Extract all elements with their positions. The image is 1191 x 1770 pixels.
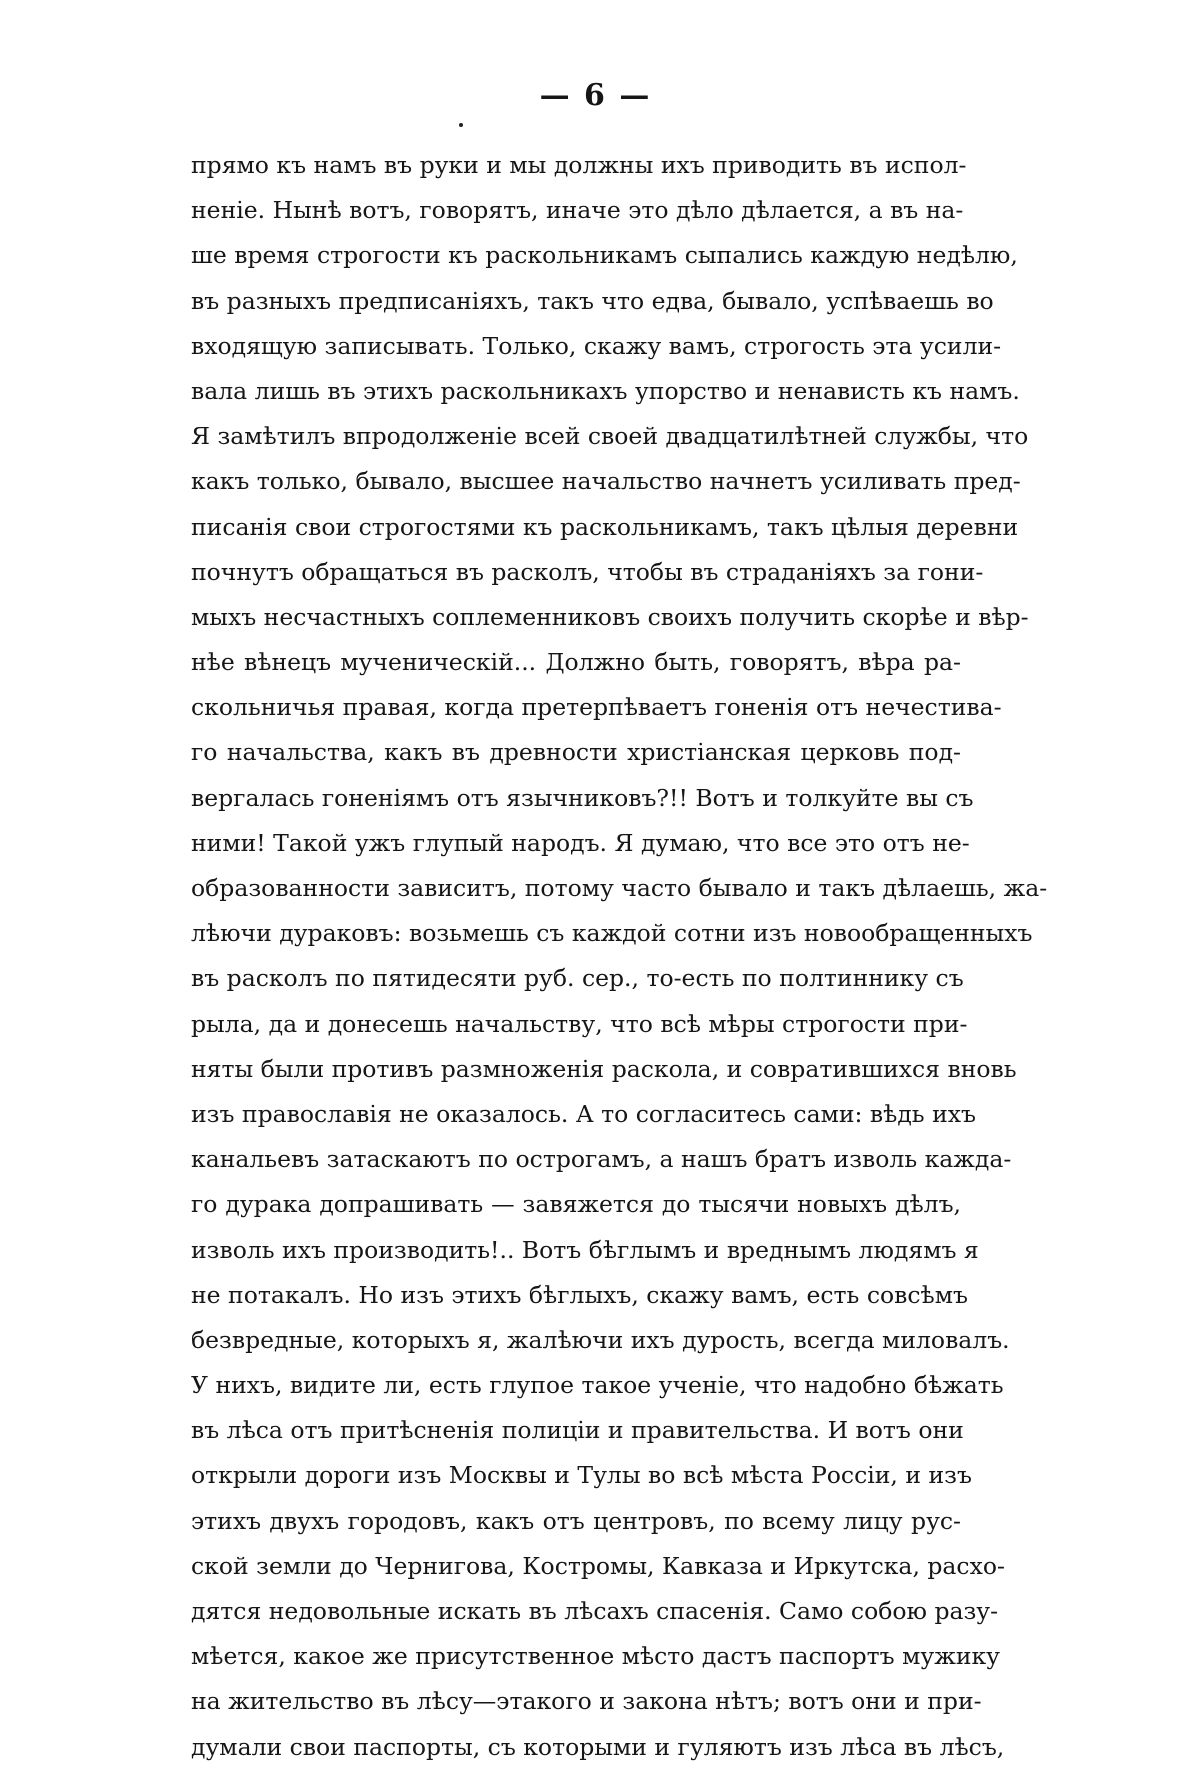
text-line: не потакалъ. Но изъ этихъ бѣглыхъ, скажу вамъ, есть совсѣмъ [191, 1280, 968, 1309]
text-line: го начальства, какъ въ древности христіанская церковь под- [191, 738, 961, 767]
text-line: скольничья правая, когда претерпѣваетъ гоненія отъ нечестива- [191, 693, 1002, 722]
text-line: ними! Такой ужъ глупый народъ. Я думаю, что все это отъ не- [191, 828, 970, 857]
text-line: ше время строгости къ раскольникамъ сыпались каждую недѣлю, [191, 241, 1018, 270]
text-line: писанія свои строгостями къ раскольникамъ, такъ цѣлыя деревни [191, 512, 1019, 541]
text-line: лѣючи дураковъ: возьмешь съ каждой сотни изъ новообращенныхъ [191, 919, 1033, 948]
text-line: мѣется, какое же присутственное мѣсто дастъ паспортъ мужику [191, 1642, 1001, 1671]
text-line: го дурака допрашивать — завяжется до тысячи новыхъ дѣлъ, [191, 1190, 961, 1219]
text-line: думали свои паспорты, съ которыми и гуляютъ изъ лѣса въ лѣсъ, [191, 1732, 1005, 1761]
text-line: открыли дороги изъ Москвы и Тулы во всѣ мѣста Россіи, и изъ [191, 1461, 972, 1490]
text-line: въ разныхъ предписаніяхъ, такъ что едва, бывало, успѣваешь во [191, 286, 994, 315]
body-text [191, 143, 1048, 1770]
text-line: образованности зависитъ, потому часто бывало и такъ дѣлаешь, жа- [191, 874, 1048, 902]
text-line: изволь ихъ производить!.. Вотъ бѣглымъ и вреднымъ людямъ я [191, 1235, 979, 1264]
text-line: рыла, да и донесешь начальству, что всѣ мѣры строгости при- [191, 1009, 968, 1038]
text-line: въ лѣса отъ притѣсненія полиціи и правительства. И вотъ они [191, 1416, 964, 1445]
text-line: неніе. Нынѣ вотъ, говорятъ, иначе это дѣло дѣлается, а въ на- [191, 196, 964, 225]
text-line: изъ православія не оказалось. А то согласитесь сами: вѣдь ихъ [191, 1099, 976, 1128]
text-line: мыхъ несчастныхъ соплеменниковъ своихъ получить скорѣе и вѣр- [191, 602, 1029, 631]
text-line: вергалась гоненіямъ отъ язычниковъ?!! Вотъ и толкуйте вы съ [191, 783, 974, 812]
print-speck [459, 123, 463, 127]
text-line: Я замѣтилъ впродолженіе всей своей двадцатилѣтней службы, что [191, 422, 1029, 451]
text-line: входящую записывать. Только, скажу вамъ, строгость эта усили- [191, 331, 1002, 360]
text-line: прямо къ намъ въ руки и мы должны ихъ приводить въ испол- [191, 151, 967, 179]
text-line: какъ только, бывало, высшее начальство начнетъ усиливать пред- [191, 467, 1021, 496]
text-line: нѣе вѣнецъ мученическій... Должно быть, говорятъ, вѣра ра- [191, 648, 961, 677]
page-number: — 6 — [539, 78, 652, 113]
text-line: безвредные, которыхъ я, жалѣючи ихъ дурость, всегда миловалъ. [191, 1325, 1010, 1354]
text-line: на жительство въ лѣсу—этакого и закона нѣтъ; вотъ они и при- [191, 1687, 982, 1716]
text-line: въ расколъ по пятидесяти руб. сер., то-есть по полтиннику съ [191, 964, 964, 993]
text-line: канальевъ затаскаютъ по острогамъ, а нашъ братъ изволь кажда- [191, 1145, 1012, 1174]
text-line: дятся недовольные искать въ лѣсахъ спасенія. Само собою разу- [191, 1597, 999, 1625]
text-line: почнутъ обращаться въ расколъ, чтобы въ страданіяхъ за гони- [191, 557, 984, 586]
text-line: этихъ двухъ городовъ, какъ отъ центровъ, по всему лицу рус- [191, 1506, 961, 1535]
text-line: ской земли до Чернигова, Костромы, Кавказа и Иркутска, расхо- [191, 1551, 1005, 1580]
text-line: вала лишь въ этихъ раскольникахъ упорство и ненависть къ намъ. [191, 376, 1020, 405]
text-line: У нихъ, видите ли, есть глупое такое ученіе, что надобно бѣжать [191, 1371, 1004, 1400]
text-line: няты были противъ размноженія раскола, и совратившихся вновь [191, 1054, 1017, 1083]
